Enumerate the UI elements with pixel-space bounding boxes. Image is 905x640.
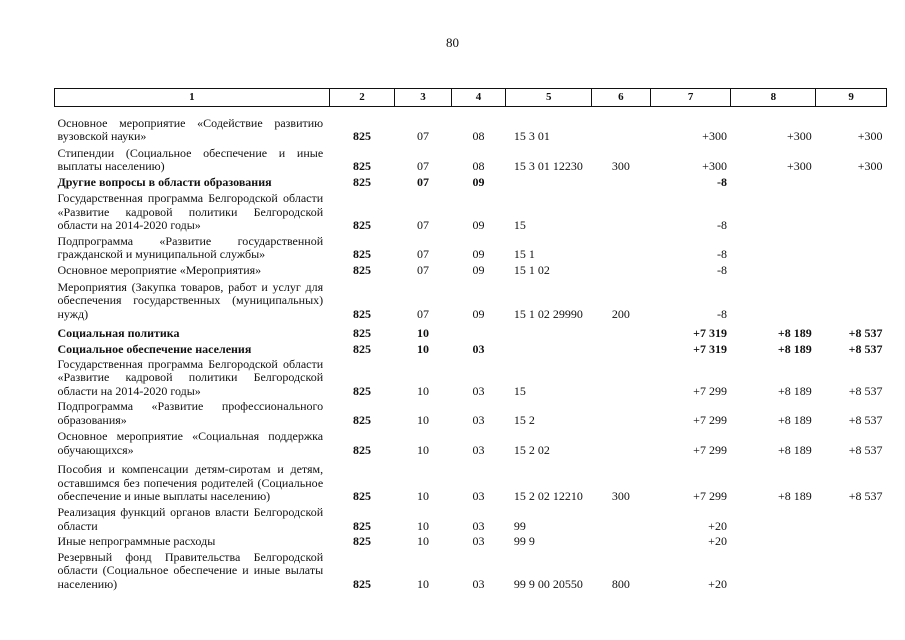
header-col-1: 1 xyxy=(55,89,330,107)
cell-grbs: 825 xyxy=(352,518,371,533)
cell-rz: 10 xyxy=(417,488,430,503)
cell-vr: 300 xyxy=(611,488,630,503)
cell-grbs: 825 xyxy=(352,341,371,356)
cell-csr xyxy=(506,176,592,189)
cell-csr: 99 9 xyxy=(513,534,535,549)
cell-name: Иные непрограммные расходы xyxy=(57,534,216,549)
cell-c7: +20 xyxy=(708,576,727,591)
cell-grbs: 825 xyxy=(352,412,371,427)
cell-rz: 07 xyxy=(417,159,430,174)
cell-rz: 07 xyxy=(417,246,430,261)
cell-vr: 800 xyxy=(611,576,630,591)
cell-name: Основное мероприятие «Мероприятия» xyxy=(57,263,262,278)
cell-name: Социальная политика xyxy=(57,326,180,341)
cell-c7: +20 xyxy=(708,518,727,533)
cell-csr: 15 2 02 12210 xyxy=(513,488,583,503)
cell-csr: 15 xyxy=(513,218,526,233)
cell-csr xyxy=(506,327,592,340)
cell-c8: +8 189 xyxy=(777,488,812,503)
cell-rz: 10 xyxy=(417,341,430,356)
cell-grbs: 825 xyxy=(352,576,371,591)
header-col-6: 6 xyxy=(592,89,651,107)
table-row xyxy=(55,192,887,232)
cell-pr: 09 xyxy=(472,306,485,321)
cell-rz: 10 xyxy=(417,518,430,533)
cell-c7: +7 299 xyxy=(693,442,727,457)
cell-name: Пособия и компенсации детям-сиротам и детям, оставшимся без попечения родителей (Социальное обеспечение и иные выплаты населению) xyxy=(57,462,324,503)
cell-csr: 15 3 01 12230 xyxy=(513,159,583,174)
header-col-7: 7 xyxy=(650,89,731,107)
cell-vr xyxy=(592,358,651,398)
cell-c9: +8 537 xyxy=(848,442,883,457)
cell-rz: 10 xyxy=(417,383,430,398)
cell-c9 xyxy=(816,535,887,548)
cell-name: Основное мероприятие «Социальная поддержка обучающихся» xyxy=(57,429,324,457)
header-col-8: 8 xyxy=(731,89,816,107)
cell-c8: +8 189 xyxy=(777,383,812,398)
cell-c9 xyxy=(816,235,887,262)
cell-name: Подпрограмма «Развитие государственной гражданской и муниципальной службы» xyxy=(57,233,324,261)
cell-c8 xyxy=(731,506,816,533)
header-col-5: 5 xyxy=(506,89,592,107)
cell-vr: 200 xyxy=(611,306,630,321)
cell-c9 xyxy=(816,506,887,533)
cell-name: Резервный фонд Правительства Белгородской области (Социальное обеспечение и иные вылаты населению) xyxy=(57,549,324,591)
cell-c7: +7 319 xyxy=(693,341,727,356)
table-row xyxy=(55,147,887,174)
cell-c7: -8 xyxy=(716,246,727,261)
cell-name: Социальное обеспечение населения xyxy=(57,341,252,356)
cell-c8: +300 xyxy=(786,159,812,174)
cell-c9: +8 537 xyxy=(848,326,883,341)
cell-csr xyxy=(506,343,592,356)
table-row xyxy=(55,264,887,277)
cell-vr xyxy=(592,506,651,533)
cell-c8: +300 xyxy=(786,129,812,144)
cell-c9 xyxy=(816,551,887,591)
cell-vr xyxy=(592,400,651,427)
header-col-4: 4 xyxy=(451,89,506,107)
cell-pr xyxy=(451,327,506,340)
cell-grbs: 825 xyxy=(352,246,371,261)
cell-name: Государственная программа Белгородской области «Развитие кадровой политики Белгородской области на 2014-2020 годы» xyxy=(57,357,324,398)
cell-c8 xyxy=(731,281,816,321)
cell-c8: +8 189 xyxy=(777,412,812,427)
cell-pr: 03 xyxy=(472,412,485,427)
table-row xyxy=(55,463,887,503)
cell-c8 xyxy=(731,235,816,262)
cell-rz: 07 xyxy=(417,129,430,144)
cell-rz: 07 xyxy=(417,306,430,321)
cell-grbs: 825 xyxy=(352,263,371,278)
cell-grbs: 825 xyxy=(352,534,371,549)
cell-pr: 03 xyxy=(472,442,485,457)
table-row xyxy=(55,506,887,533)
cell-pr: 08 xyxy=(472,159,485,174)
cell-pr: 09 xyxy=(472,218,485,233)
cell-vr xyxy=(592,343,651,356)
cell-name: Реализация функций органов власти Белгородской области xyxy=(57,505,324,533)
cell-grbs: 825 xyxy=(352,306,371,321)
cell-c9: +8 537 xyxy=(848,412,883,427)
cell-csr: 15 1 02 xyxy=(513,263,550,278)
cell-c8 xyxy=(731,176,816,189)
table-row xyxy=(55,551,887,591)
page-number: 80 xyxy=(446,35,459,50)
table-row xyxy=(55,117,887,144)
cell-csr: 99 xyxy=(513,518,526,533)
cell-c7: +7 299 xyxy=(693,383,727,398)
cell-c8 xyxy=(731,192,816,232)
cell-grbs: 825 xyxy=(352,129,371,144)
cell-vr xyxy=(592,192,651,232)
header-col-3: 3 xyxy=(395,89,452,107)
cell-c9: +8 537 xyxy=(848,383,883,398)
cell-c9 xyxy=(816,264,887,277)
cell-vr xyxy=(592,327,651,340)
cell-c8: +8 189 xyxy=(777,341,812,356)
cell-rz: 10 xyxy=(417,534,430,549)
cell-csr: 15 2 02 xyxy=(513,442,550,457)
header-row xyxy=(55,89,887,107)
cell-c8: +8 189 xyxy=(777,326,812,341)
cell-csr: 15 3 01 xyxy=(513,129,550,144)
table-row xyxy=(55,400,887,427)
header-col-9: 9 xyxy=(816,89,887,107)
cell-csr: 99 9 00 20550 xyxy=(513,576,583,591)
table-row xyxy=(55,535,887,548)
cell-vr xyxy=(592,176,651,189)
cell-vr xyxy=(592,117,651,144)
cell-c7: +7 319 xyxy=(693,326,727,341)
cell-pr: 03 xyxy=(472,518,485,533)
cell-c7: +20 xyxy=(708,534,727,549)
cell-c7: -8 xyxy=(716,263,727,278)
cell-csr: 15 2 xyxy=(513,412,535,427)
cell-vr xyxy=(592,535,651,548)
cell-rz: 07 xyxy=(417,174,430,189)
cell-grbs: 825 xyxy=(352,326,371,341)
cell-rz: 07 xyxy=(417,263,430,278)
cell-pr: 03 xyxy=(472,383,485,398)
cell-vr xyxy=(592,430,651,457)
cell-c7: +7 299 xyxy=(693,412,727,427)
cell-grbs: 825 xyxy=(352,174,371,189)
cell-c8 xyxy=(731,535,816,548)
table-row xyxy=(55,176,887,189)
table-row xyxy=(55,430,887,457)
cell-pr: 03 xyxy=(472,576,485,591)
cell-rz: 10 xyxy=(417,576,430,591)
cell-c9 xyxy=(816,281,887,321)
table-row xyxy=(55,327,887,340)
cell-c7: +300 xyxy=(702,129,727,144)
cell-vr xyxy=(592,235,651,262)
cell-pr: 09 xyxy=(472,174,485,189)
cell-pr: 03 xyxy=(472,341,485,356)
cell-grbs: 825 xyxy=(352,488,371,503)
cell-c8 xyxy=(731,264,816,277)
cell-name: Мероприятия (Закупка товаров, работ и услуг для обеспечения государственных (муниципальных) нужд) xyxy=(57,279,324,321)
cell-csr: 15 1 02 29990 xyxy=(513,306,583,321)
budget-table xyxy=(54,88,887,591)
cell-csr: 15 xyxy=(513,383,526,398)
table-body xyxy=(55,107,887,592)
cell-c7: -8 xyxy=(716,306,727,321)
cell-c8 xyxy=(731,551,816,591)
cell-pr: 09 xyxy=(472,246,485,261)
cell-rz: 10 xyxy=(417,326,430,341)
cell-rz: 07 xyxy=(417,218,430,233)
cell-pr: 09 xyxy=(472,263,485,278)
cell-grbs: 825 xyxy=(352,442,371,457)
cell-name: Другие вопросы в области образования xyxy=(57,174,272,189)
cell-c9 xyxy=(816,192,887,232)
cell-c9: +300 xyxy=(857,159,883,174)
cell-name: Стипендии (Социальное обеспечение и иные выплаты населению) xyxy=(57,145,324,174)
header-col-2: 2 xyxy=(329,89,395,107)
cell-c9: +8 537 xyxy=(848,341,883,356)
cell-grbs: 825 xyxy=(352,159,371,174)
table-row xyxy=(55,281,887,321)
cell-c9 xyxy=(816,176,887,189)
cell-pr: 03 xyxy=(472,488,485,503)
cell-pr: 03 xyxy=(472,534,485,549)
cell-c7: -8 xyxy=(716,174,727,189)
cell-name: Подпрограмма «Развитие профессионального образования» xyxy=(57,399,324,427)
cell-rz: 10 xyxy=(417,412,430,427)
cell-pr: 08 xyxy=(472,129,485,144)
cell-c7: -8 xyxy=(716,218,727,233)
table-row xyxy=(55,358,887,398)
cell-c8: +8 189 xyxy=(777,442,812,457)
cell-grbs: 825 xyxy=(352,218,371,233)
cell-rz: 10 xyxy=(417,442,430,457)
table-row xyxy=(55,343,887,356)
cell-csr: 15 1 xyxy=(513,246,535,261)
cell-vr: 300 xyxy=(611,159,630,174)
cell-c9: +8 537 xyxy=(848,488,883,503)
cell-name: Государственная программа Белгородской области «Развитие кадровой политики Белгородской области на 2014-2020 годы» xyxy=(57,191,324,233)
cell-grbs: 825 xyxy=(352,383,371,398)
cell-c7: +7 299 xyxy=(693,488,727,503)
cell-c7: +300 xyxy=(702,159,727,174)
cell-vr xyxy=(592,264,651,277)
cell-c9: +300 xyxy=(857,129,883,144)
table-row xyxy=(55,235,887,262)
cell-name: Основное мероприятие «Содействие развитию вузовской науки» xyxy=(57,116,324,144)
